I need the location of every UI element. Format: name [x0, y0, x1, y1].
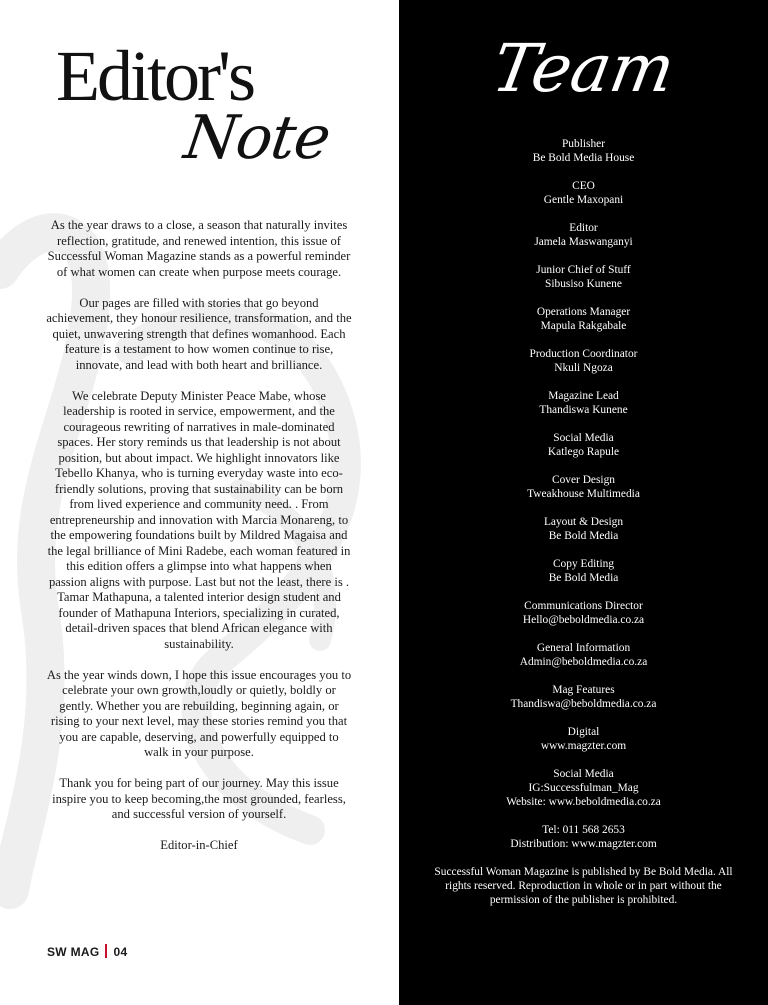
publisher-disclaimer: Successful Woman Magazine is published by Be Bold Media. All rights reserved. Reproduction in whole or in part without the permission of the publisher is prohibited. — [434, 866, 733, 906]
team-panel — [399, 0, 768, 1005]
team-entry — [399, 557, 768, 585]
team-entry — [399, 431, 768, 459]
distribution: Distribution: www.magzter.com — [510, 838, 657, 850]
team-script-title: Team — [486, 30, 681, 107]
team-role: Publisher — [561, 138, 606, 150]
team-social-entry — [399, 767, 768, 809]
team-member: Be Bold Media House — [532, 152, 635, 164]
footer-separator — [105, 944, 107, 958]
team-entry — [399, 137, 768, 165]
team-role: CEO — [572, 180, 595, 192]
team-entry — [399, 263, 768, 291]
team-member: Jamela Maswanganyi — [534, 236, 633, 248]
team-role: Layout & Design — [543, 516, 624, 528]
social-handle: IG:Successfulman_Mag — [528, 782, 639, 794]
team-role: General Information — [536, 642, 631, 654]
website: Website: www.beboldmedia.co.za — [506, 796, 661, 808]
team-role: Operations Manager — [536, 306, 631, 318]
footer-brand: SW MAG — [47, 945, 100, 959]
team-role: Production Coordinator — [529, 348, 638, 360]
team-entry — [399, 221, 768, 249]
team-member: Thandiswa@beboldmedia.co.za — [510, 698, 657, 710]
team-member: Thandiswa Kunene — [539, 404, 628, 416]
team-role: Digital — [567, 726, 600, 738]
editors-paragraph: As the year winds down, I hope this issue encourages you to celebrate your own growth,loudly or quietly, boldly or gently. Whether you are rebuilding, beginning again, or rising to your next level, may these stories remind you that you are capable, deserving, and powerfully equipped to walk in your purpose. — [46, 667, 352, 759]
team-member: Mapula Rakgabale — [540, 320, 627, 332]
team-entry — [399, 389, 768, 417]
contact-entry — [399, 823, 768, 851]
team-role: Copy Editing — [552, 558, 615, 570]
team-member: Nkuli Ngoza — [554, 362, 613, 374]
note-script-title: Note — [180, 103, 335, 173]
team-role: Cover Design — [552, 474, 615, 486]
team-entry — [399, 725, 768, 753]
team-member: Be Bold Media — [548, 572, 619, 584]
team-entry — [399, 515, 768, 543]
team-member: www.magzter.com — [540, 740, 627, 752]
editors-paragraph: As the year draws to a close, a season that naturally invites reflection, gratitude, and renewed intention, this issue of Successful Woman Magazine stands as a powerful reminder of what women can create when purpose meets courage. — [47, 218, 351, 279]
page-footer — [47, 944, 127, 959]
team-list — [399, 137, 768, 907]
editors-paragraph: We celebrate Deputy Minister Peace Mabe, whose leadership is rooted in service, empowerment, and the courageous rewriting of narratives in male-dominated spaces. Her story reminds us that leadership is not about position, but about impact. We highlight innovators like Tebello Khanya, who is turning everyday waste into eco-friendly solutions, proving that sustainability can be born from lived experience and community need. . From entrepreneurship and innovation with Marcia Monareng, to the empowering foundations built by Mildred Magaisa and the legal brilliance of Mini Radebe, each woman featured in this edition offers a glimpse into what happens when passion aligns with purpose. Last but not the least, there is . Tamar Mathapuna, a talented interior design student and founder of Mathapuna Interiors, specializing in curated, detail-driven spaces that blend African elegance with sustainability. — [47, 388, 351, 651]
editors-note-body — [46, 218, 352, 869]
team-member: Be Bold Media — [548, 530, 619, 542]
team-role: Editor — [569, 222, 598, 234]
team-member: Tweakhouse Multimedia — [527, 488, 640, 500]
team-entry — [399, 473, 768, 501]
editors-paragraph: Thank you for being part of our journey. May this issue inspire you to keep becoming,the most grounded, fearless, and successful version of yourself. — [52, 776, 346, 821]
team-member: Admin@beboldmedia.co.za — [519, 656, 648, 668]
team-member: Katlego Rapule — [547, 446, 620, 458]
telephone: Tel: 011 568 2653 — [542, 824, 625, 836]
team-member: Hello@beboldmedia.co.za — [522, 614, 645, 626]
team-role: Mag Features — [552, 684, 615, 696]
team-role: Junior Chief of Stuff — [536, 264, 631, 276]
team-entry — [399, 641, 768, 669]
team-role: Social Media — [553, 432, 614, 444]
team-entry — [399, 179, 768, 207]
team-member: Gentle Maxopani — [543, 194, 624, 206]
editors-paragraph: Our pages are filled with stories that go beyond achievement, they honour resilience, transformation, and the quiet, unwavering strength that defines womanhood. Each feature is a testament to how women continue to rise, innovate, and lead with both heart and brilliance. — [46, 295, 352, 372]
page-number: 04 — [113, 945, 128, 959]
editors-title: Editor's — [56, 36, 253, 116]
team-entry — [399, 599, 768, 627]
team-entry — [399, 683, 768, 711]
team-entry — [399, 305, 768, 333]
editor-signoff: Editor-in-Chief — [160, 838, 238, 852]
team-role: Social Media — [553, 768, 614, 780]
team-role: Magazine Lead — [548, 390, 619, 402]
team-role: Communications Director — [524, 600, 643, 612]
team-member: Sibusiso Kunene — [545, 278, 622, 290]
team-entry — [399, 347, 768, 375]
